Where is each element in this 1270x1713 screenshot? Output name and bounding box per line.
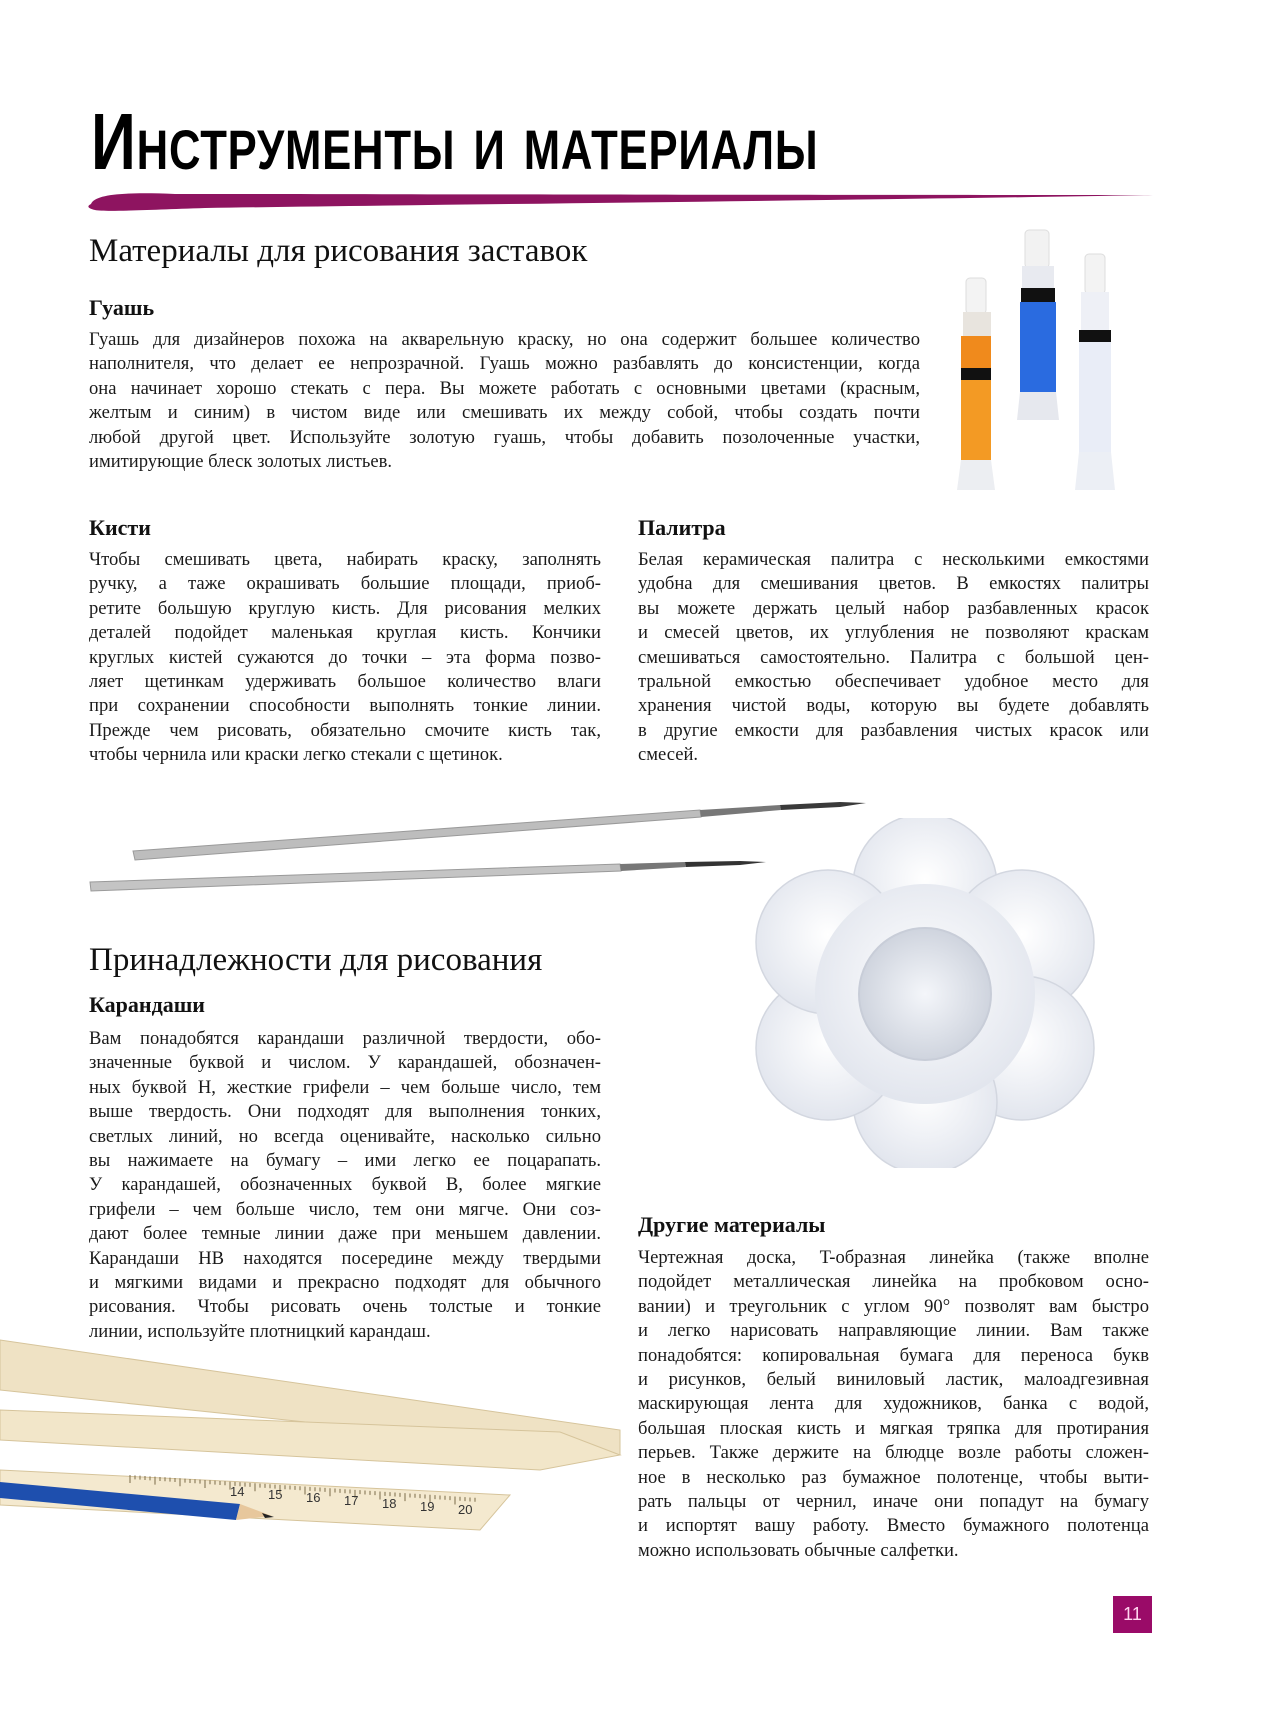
paragraph-pencils (89, 1027, 601, 1344)
subheading-pencils: Карандаши (89, 992, 205, 1017)
paragraph-brushes (89, 548, 601, 768)
text-line: значенные буквой и числом. У карандашей, обозначен- (89, 1052, 601, 1074)
section-heading-materials: Материалы для рисования заставок (89, 233, 588, 269)
text-line: маскирующая лента для художников, банка с водой, (638, 1393, 1149, 1415)
text-line: ное в несколько раз бумажное полотенце, чтобы выти- (638, 1466, 1149, 1488)
blue-tube (1017, 230, 1059, 420)
text-line: и легко нарисовать направляющие линии. Вам также (638, 1320, 1149, 1342)
text-line: рать пальцы от чернил, иначе они попадут на бумагу (638, 1490, 1149, 1512)
ruler-number: 15 (268, 1487, 283, 1502)
ruler-number: 16 (306, 1490, 321, 1505)
brush-2 (90, 861, 766, 891)
text-line: Вам понадобятся карандаши различной твердости, обо- (89, 1028, 601, 1049)
text-line: желтым и синим) в чистом виде или смешивать их между собой, чтобы создать почти (89, 402, 920, 424)
rulers-and-pencil-image (0, 1320, 630, 1580)
text-line: грифели – чем больше число, тем они мягче. Они соз- (89, 1198, 601, 1220)
text-line: она начинает хорошо стекать с пера. Вы можете работать с основными цветами (красным, (89, 377, 920, 399)
subheading-brushes: Кисти (89, 515, 151, 540)
subheading-palette: Палитра (638, 515, 726, 540)
text-line: деталей подойдет маленькая круглая кисть. Кончики (89, 622, 601, 644)
subheading-gouache: Гуашь (89, 295, 155, 320)
text-line: вы можете держать целый набор разбавленных красок (638, 597, 1149, 619)
text-line: и мягкими видами и прекрасно подходят для обычного (89, 1271, 601, 1293)
subheading-other-materials: Другие материалы (638, 1212, 826, 1237)
text-line: вы нажимаете на бумагу – ими легко ее поцарапать. (89, 1149, 601, 1171)
ceramic-palette-image (740, 818, 1110, 1168)
text-line: подойдет металлическая линейка на пробковом осно- (638, 1271, 1149, 1293)
text-line: хранения чистой воды, которую вы будете добавлять (638, 695, 1149, 717)
text-line: ретите большую круглую кисть. Для рисования мелких (89, 597, 601, 619)
text-line: и испортят вашу работу. Вместо бумажного полотенца (638, 1515, 1149, 1537)
text-line: У карандашей, обозначенных буквой B, более мягкие (89, 1174, 601, 1196)
page-number: 11 (1113, 1596, 1152, 1633)
text-line: ляет щетинкам удерживать большое количество влаги (89, 670, 601, 692)
text-line: в другие емкости для разбавления чистых красок или (638, 719, 1149, 741)
text-line: и рисунков, белый виниловый ластик, малоадгезивная (638, 1368, 1149, 1390)
white-tube (1075, 254, 1115, 490)
text-line: Гуашь для дизайнеров похожа на акварельную краску, но она содержит большее количество (89, 329, 920, 350)
text-line: любой другой цвет. Используйте золотую гуашь, чтобы добавить позолоченные участки, (89, 426, 920, 448)
ruler-number: 18 (382, 1496, 397, 1511)
ruler-number: 20 (458, 1502, 473, 1517)
section-heading-drawing-supplies: Принадлежности для рисования (89, 942, 543, 978)
text-line: вании) и треугольник с углом 90° позволят вам быстро (638, 1295, 1149, 1317)
text-line: ручку, а таже окрашивать большие площади, приоб- (89, 573, 601, 595)
text-line: круглых кистей сужаются до точки – эта форма позво- (89, 646, 601, 668)
text-line: рисования. Чтобы рисовать очень толстые и тонкие (89, 1296, 601, 1318)
text-line: большая плоская кисть и мягкая тряпка для протирания (638, 1417, 1149, 1439)
text-line: удобна для смешивания цветов. В емкостях палитры (638, 573, 1149, 595)
text-line: выше твердость. Они подходят для выполнения тонких, (89, 1101, 601, 1123)
text-line: Чтобы смешивать цвета, набирать краску, заполнять (89, 549, 601, 570)
paint-tubes-image (945, 222, 1160, 494)
text-line: и смесей цветов, их углубления не позволяют краскам (638, 622, 1149, 644)
text-line: смесей. (638, 744, 699, 766)
text-line: смешиваться самостоятельно. Палитра с большой цен- (638, 646, 1149, 668)
text-line: понадобятся: копировальная бумага для переноса букв (638, 1344, 1149, 1366)
paragraph-gouache (89, 328, 920, 474)
text-line: чтобы чернила или краски легко стекали с щетинок. (89, 744, 503, 766)
text-line: светлых линий, но всегда оценивайте, насколько сильно (89, 1125, 601, 1147)
text-line: Чертежная доска, T-образная линейка (также вполне (638, 1247, 1149, 1268)
ruler-number: 14 (230, 1484, 245, 1499)
text-line: Белая керамическая палитра с несколькими емкостями (638, 549, 1149, 570)
paragraph-other-materials (638, 1246, 1149, 1563)
text-line: можно использовать обычные салфетки. (638, 1539, 959, 1561)
text-line: наполнителя, что делает ее непрозрачной. Гуашь можно разбавлять до консистенции, когда (89, 353, 920, 375)
text-line: тральной емкостью обеспечивает удобное место для (638, 670, 1149, 692)
text-line: Карандаши HB находятся посередине между твердыми (89, 1247, 601, 1269)
ruler-number: 17 (344, 1493, 359, 1508)
paragraph-palette (638, 548, 1149, 768)
text-line: имитирующие блеск золотых листьев. (89, 450, 393, 472)
orange-tube (957, 278, 995, 490)
text-line: перьев. Также держите на блюдце возле работы сложен- (638, 1442, 1149, 1464)
text-line: дают более темные линии даже при меньшем давлении. (89, 1223, 601, 1245)
page-title: Инструменты и материалы (91, 97, 819, 186)
text-line: ных буквой H, жесткие грифели – чем больше число, тем (89, 1076, 601, 1098)
text-line: линии, используйте плотницкий карандаш. (89, 1320, 431, 1342)
text-line: при сохранении способности выполнять тонкие линии. (89, 695, 601, 717)
ruler-number: 19 (420, 1499, 435, 1514)
brush-stroke-divider (85, 186, 1155, 214)
text-line: Прежде чем рисовать, обязательно смочите кисть так, (89, 719, 601, 741)
